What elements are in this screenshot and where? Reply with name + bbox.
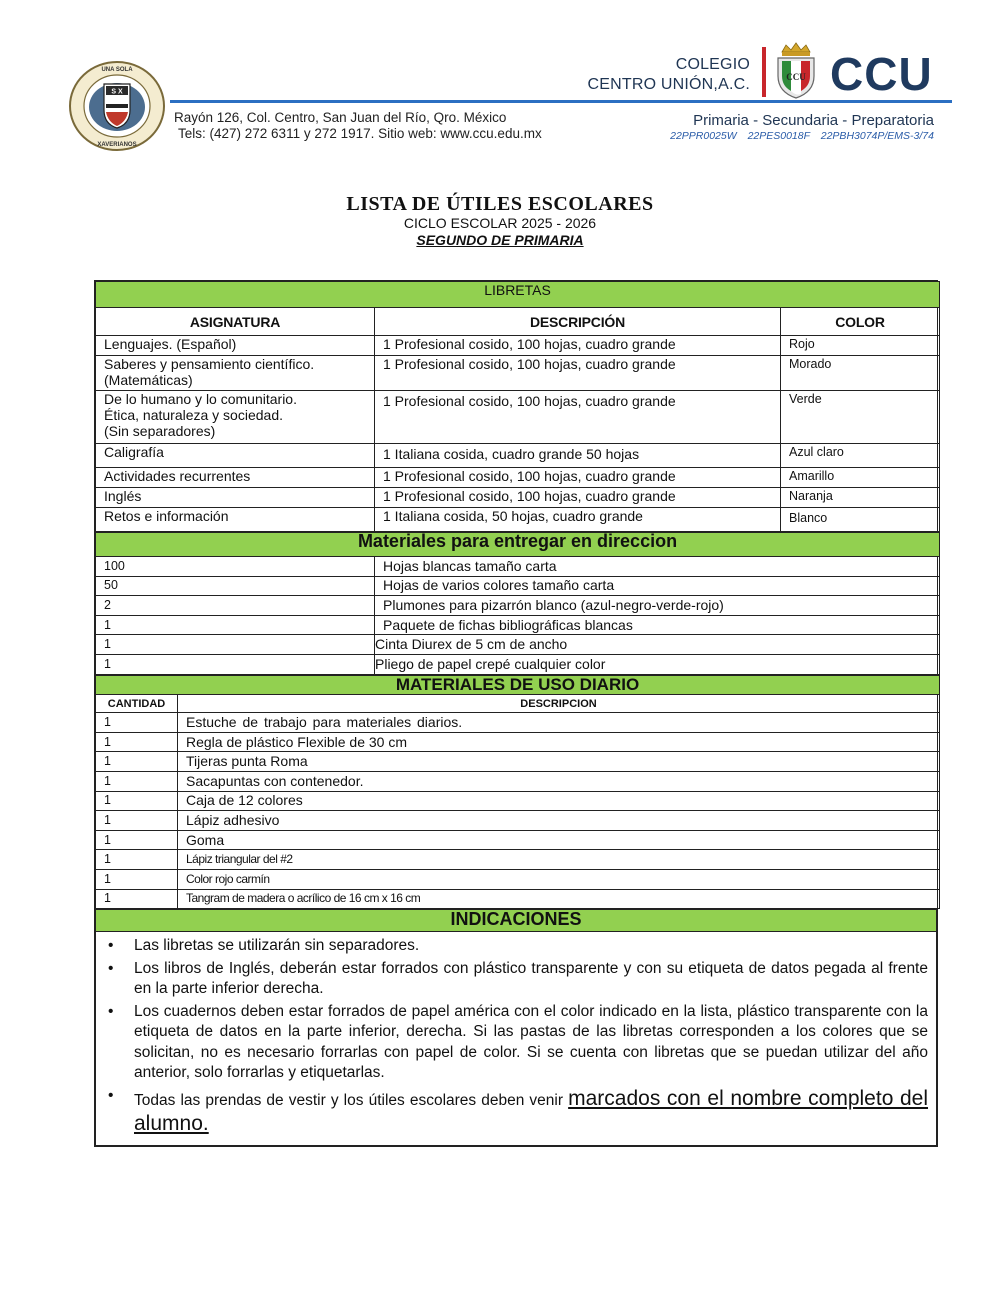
grade-label: SEGUNDO DE PRIMARIA bbox=[416, 232, 584, 248]
subject-cell: Caligrafía bbox=[96, 444, 375, 468]
school-address bbox=[174, 110, 542, 142]
description-cell: 1 Profesional cosido, 100 hojas, cuadro grande bbox=[375, 468, 781, 488]
ccu-crest-icon bbox=[774, 42, 818, 100]
color-cell: Amarillo bbox=[781, 468, 940, 488]
quantity-cell: 1 bbox=[96, 811, 178, 831]
description-cell: Lápiz adhesivo bbox=[178, 811, 940, 831]
quantity-cell: 1 bbox=[96, 752, 178, 772]
description-cell: Plumones para pizarrón blanco (azul-negro-verde-rojo) bbox=[375, 596, 940, 616]
description-cell: 1 Profesional cosido, 100 hojas, cuadro grande bbox=[375, 336, 781, 356]
description-cell: 1 Italiana cosida, cuadro grande 50 hojas bbox=[375, 444, 781, 468]
brand-logo-text: CCU bbox=[830, 48, 933, 100]
table-row bbox=[96, 752, 940, 772]
table-row bbox=[96, 615, 940, 635]
quantity-cell: 1 bbox=[96, 615, 375, 635]
quantity-cell: 1 bbox=[96, 732, 178, 752]
subject-cell: Retos e información bbox=[96, 508, 375, 532]
section-header-uso-diario: MATERIALES DE USO DIARIO bbox=[96, 675, 940, 695]
description-cell: Hojas de varios colores tamaño carta bbox=[375, 576, 940, 596]
svg-text:XAVERIANOS: XAVERIANOS bbox=[97, 142, 137, 148]
school-name-line2: CENTRO UNIÓN,A.C. bbox=[587, 76, 750, 93]
table-row bbox=[96, 356, 940, 391]
table-row bbox=[96, 732, 940, 752]
table-row bbox=[96, 654, 940, 674]
description-cell: Tijeras punta Roma bbox=[178, 752, 940, 772]
quantity-cell: 50 bbox=[96, 576, 375, 596]
direccion-table bbox=[95, 532, 940, 675]
table-row bbox=[96, 391, 940, 444]
color-cell: Blanco bbox=[781, 508, 940, 532]
description-cell: 1 Profesional cosido, 100 hojas, cuadro grande bbox=[375, 488, 781, 508]
subject-line: Ética, naturaleza y sociedad. bbox=[104, 407, 283, 423]
table-row bbox=[96, 557, 940, 577]
school-cycle: CICLO ESCOLAR 2025 - 2026 bbox=[403, 215, 597, 231]
subject-line: Saberes y pensamiento científico. bbox=[104, 356, 315, 372]
school-name-line1: COLEGIO bbox=[675, 56, 750, 73]
subject-line: De lo humano y lo comunitario. bbox=[104, 391, 297, 407]
table-row bbox=[96, 336, 940, 356]
address-line: Rayón 126, Col. Centro, San Juan del Río, Qro. México bbox=[174, 110, 507, 125]
table-row bbox=[96, 713, 940, 733]
missionaries-seal-logo bbox=[68, 60, 166, 152]
subject-cell: Inglés bbox=[96, 488, 375, 508]
color-cell: Azul claro bbox=[781, 444, 940, 468]
description-cell: 1 Profesional cosido, 100 hojas, cuadro grande bbox=[375, 391, 781, 444]
subject-line: (Matemáticas) bbox=[104, 372, 193, 388]
description-cell: Pliego de papel crepé cualquier color bbox=[375, 654, 940, 674]
list-item bbox=[106, 936, 928, 957]
quantity-cell: 1 bbox=[96, 654, 375, 674]
indicaciones-table bbox=[95, 909, 937, 1146]
bullet-icon: • bbox=[108, 1086, 114, 1104]
description-cell: Tangram de madera o acrílico de 16 cm x 16 cm bbox=[178, 889, 940, 909]
color-cell: Naranja bbox=[781, 488, 940, 508]
page-title: LISTA DE ÚTILES ESCOLARES bbox=[346, 193, 654, 215]
color-cell: Verde bbox=[781, 391, 940, 444]
quantity-cell: 1 bbox=[96, 713, 178, 733]
school-name bbox=[560, 55, 750, 95]
bullet-icon: • bbox=[108, 1002, 114, 1020]
column-header-quantity: CANTIDAD bbox=[96, 695, 178, 713]
table-row bbox=[96, 791, 940, 811]
quantity-cell: 1 bbox=[96, 830, 178, 850]
subject-cell bbox=[96, 391, 375, 444]
table-row bbox=[96, 444, 940, 468]
color-cell: Rojo bbox=[781, 336, 940, 356]
subject-line: (Sin separadores) bbox=[104, 423, 216, 439]
quantity-cell: 1 bbox=[96, 889, 178, 909]
svg-text:UNA SOLA: UNA SOLA bbox=[101, 67, 133, 73]
description-cell: Caja de 12 colores bbox=[178, 791, 940, 811]
table-row bbox=[96, 771, 940, 791]
instruction-text: Los cuadernos deben estar forrados de papel américa con el color indicado en la lista, plástico transparente con la etiqueta de datos en la parte inferior, derecha. Si las pastas de las libretas corresponden a los colores que se solicitan, no es necesario forrarlas con papel de color. Si se cuenta con libretas que se puedan utilizar del año anterior, solo forrarlas y etiquetarlas. bbox=[134, 1002, 928, 1082]
instructions-cell bbox=[96, 932, 937, 1146]
section-header-direccion: Materiales para entregar en direccion bbox=[96, 533, 940, 557]
column-header-description: DESCRIPCION bbox=[178, 695, 940, 713]
brand-divider bbox=[762, 47, 766, 97]
table-row bbox=[96, 635, 940, 655]
svg-text:S X: S X bbox=[111, 88, 123, 96]
uso-diario-table bbox=[95, 675, 940, 910]
subject-cell: Lenguajes. (Español) bbox=[96, 336, 375, 356]
description-cell: 1 Italiana cosida, 50 hojas, cuadro grande bbox=[375, 508, 781, 532]
list-item bbox=[106, 959, 928, 1000]
school-levels: Primaria - Secundaria - Preparatoria bbox=[693, 112, 934, 129]
instruction-text: Los libros de Inglés, deberán estar forrados con plástico transparente y con su etiqueta de datos pegada al frente en la parte inferior derecha. bbox=[134, 959, 928, 998]
description-cell: Goma bbox=[178, 830, 940, 850]
table-row bbox=[96, 850, 940, 870]
description-cell: Lápiz triangular del #2 bbox=[178, 850, 940, 870]
supplies-list bbox=[94, 280, 938, 1147]
section-header-indicaciones: INDICACIONES bbox=[96, 910, 937, 932]
subject-cell: Actividades recurrentes bbox=[96, 468, 375, 488]
description-cell: Color rojo carmín bbox=[178, 869, 940, 889]
description-cell: Regla de plástico Flexible de 30 cm bbox=[178, 732, 940, 752]
description-cell: Paquete de fichas bibliográficas blancas bbox=[375, 615, 940, 635]
section-header-libretas: LIBRETAS bbox=[96, 282, 940, 308]
color-cell: Morado bbox=[781, 356, 940, 391]
quantity-cell: 1 bbox=[96, 635, 375, 655]
column-header-description: DESCRIPCIÓN bbox=[375, 308, 781, 336]
table-row bbox=[96, 488, 940, 508]
quantity-cell: 1 bbox=[96, 869, 178, 889]
quantity-cell: 1 bbox=[96, 791, 178, 811]
instruction-text: Todas las prendas de vestir y los útiles escolares deben venir bbox=[134, 1091, 569, 1109]
instructions-list bbox=[106, 936, 928, 1137]
list-item bbox=[106, 1002, 928, 1084]
description-cell: Cinta Diurex de 5 cm de ancho bbox=[375, 635, 940, 655]
bullet-icon: • bbox=[108, 959, 114, 977]
table-row bbox=[96, 596, 940, 616]
table-row bbox=[96, 508, 940, 532]
description-cell: 1 Profesional cosido, 100 hojas, cuadro grande bbox=[375, 356, 781, 391]
contact-line: Tels: (427) 272 6311 y 272 1917. Sitio web: www.ccu.edu.mx bbox=[178, 126, 542, 141]
description-cell: Sacapuntas con contenedor. bbox=[178, 771, 940, 791]
quantity-cell: 2 bbox=[96, 596, 375, 616]
school-codes: 22PPR0025W 22PES0018F 22PBH3074P/EMS-3/74 bbox=[670, 130, 934, 142]
table-row bbox=[96, 889, 940, 909]
header-divider bbox=[170, 100, 952, 103]
table-row bbox=[96, 811, 940, 831]
column-header-color: COLOR bbox=[781, 308, 940, 336]
document-title-block bbox=[0, 193, 1000, 249]
description-cell: Hojas blancas tamaño carta bbox=[375, 557, 940, 577]
quantity-cell: 1 bbox=[96, 771, 178, 791]
instruction-text: Las libretas se utilizarán sin separadores. bbox=[134, 937, 420, 955]
column-header-subject: ASIGNATURA bbox=[96, 308, 375, 336]
bullet-icon: • bbox=[108, 937, 114, 955]
list-item bbox=[106, 1086, 928, 1137]
description-cell: Estuche de trabajo para materiales diarios. bbox=[178, 713, 940, 733]
quantity-cell: 1 bbox=[96, 850, 178, 870]
table-row bbox=[96, 830, 940, 850]
subject-cell bbox=[96, 356, 375, 391]
quantity-cell: 100 bbox=[96, 557, 375, 577]
table-row bbox=[96, 869, 940, 889]
emphasized-instruction: marcados con el nombre completo del alumno. bbox=[134, 1086, 929, 1136]
svg-text:CCU: CCU bbox=[786, 72, 806, 82]
libretas-table bbox=[95, 281, 940, 532]
table-row bbox=[96, 576, 940, 596]
table-row bbox=[96, 468, 940, 488]
